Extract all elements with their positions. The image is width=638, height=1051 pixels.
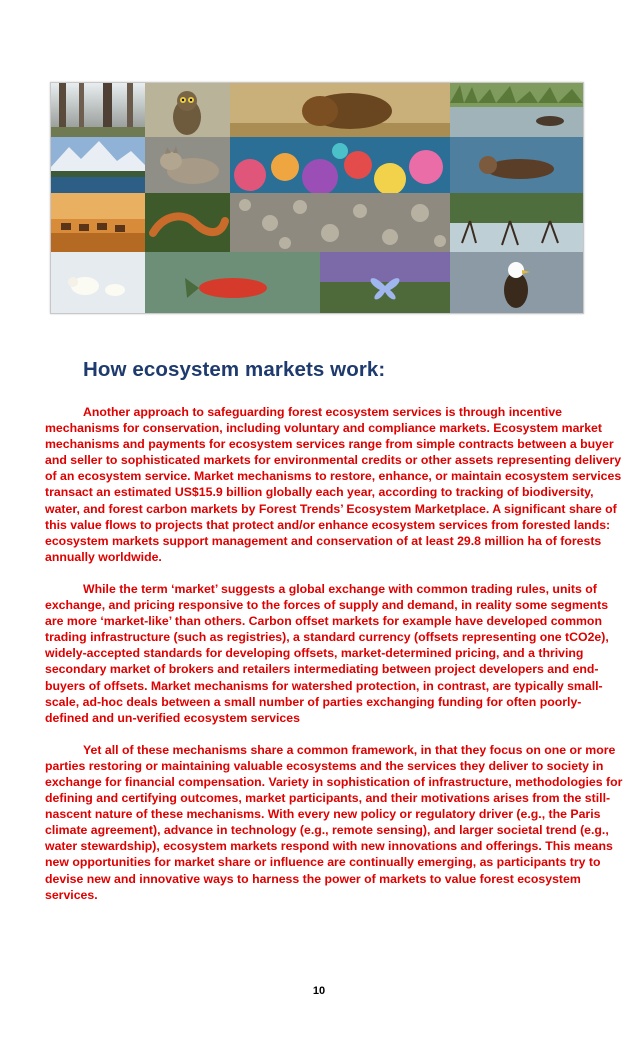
forest-photo <box>51 83 145 137</box>
salmon-photo <box>145 252 320 313</box>
body-text <box>45 404 625 919</box>
bald-eagle-photo <box>450 252 583 313</box>
section-heading: How ecosystem markets work: <box>83 358 386 381</box>
bison-photo <box>230 83 450 137</box>
ecosystem-photo-collage <box>50 82 584 314</box>
paragraph-2: While the term ‘market’ suggests a global exchange with common trading rules, units of exchange, and pricing responsive to the forces of supply and demand, in reality some segments are more ‘market-like’ than others. Carbon offset markets for example have developed common trading infrastructure (such as registries), a standard currency (offsets representing one tCO2e), widely-accepted standards for developing offsets, market-determined pricing, and a thriving secondary market of brokers and retailers intermediating between project developers and end-buyers of offsets. Market mechanisms for watershed protection, in contrast, are typically small-scale, ad-hoc deals between a small number of parties exchanging funding for often poorly-defined and un-verified ecosystem services <box>45 581 609 725</box>
salamander-photo <box>145 193 230 252</box>
sea-otter-photo <box>450 137 583 193</box>
mangrove-photo <box>450 193 583 252</box>
antelope-savanna-photo <box>51 193 145 252</box>
mountain-lake-photo <box>51 137 145 193</box>
owl-photo <box>145 83 230 137</box>
coral-reef-photo <box>230 137 450 193</box>
butterfly-flowers-photo <box>320 252 450 313</box>
beaver-wetland-photo <box>450 83 583 137</box>
wolf-photo <box>145 137 230 193</box>
paragraph-3: Yet all of these mechanisms share a common framework, in that they focus on one or more parties restoring or maintaining valuable ecosystems and the services they deliver to society in exchange for financial compensation. Variety in sophistication of infrastructure, methodologies for defining and certifying outcomes, market participants, and their motivations arises from the still-nascent nature of these mechanisms. With every new policy or regulatory driver (e.g., the Paris climate agreement), advance in technology (e.g., remote sensing), and larger societal trend (e.g., water stewardship), ecosystem markets respond with new innovations and offerings. This means new opportunities for market share or influence are continually emerging, as participants try to devise new and innovative ways to harness the power of markets to value forest ecosystem services. <box>45 742 623 902</box>
river-gravel-photo <box>230 193 450 252</box>
page-number: 10 <box>312 985 326 997</box>
paragraph-1: Another approach to safeguarding forest ecosystem services is through incentive mechanisms for conservation, including voluntary and compliance markets. Ecosystem market mechanisms and payments for ecosystem services range from simple contracts between a buyer and seller to sophisticated markets for environmental credits or other assets representing delivery of an ecosystem service. Market mechanisms to restore, enhance, or maintain ecosystem services transact an estimated US$15.9 billion globally each year, according to tracking of biodiversity, water, and forest carbon markets by Forest Trends’ Ecosystem Marketplace. A significant share of this value flows to projects that protect and/or enhance ecosystem services from forested lands: ecosystem markets support management and conservation of at least 29.8 million ha of forests annually worldwide. <box>45 405 622 564</box>
polar-bears-photo <box>51 252 145 313</box>
